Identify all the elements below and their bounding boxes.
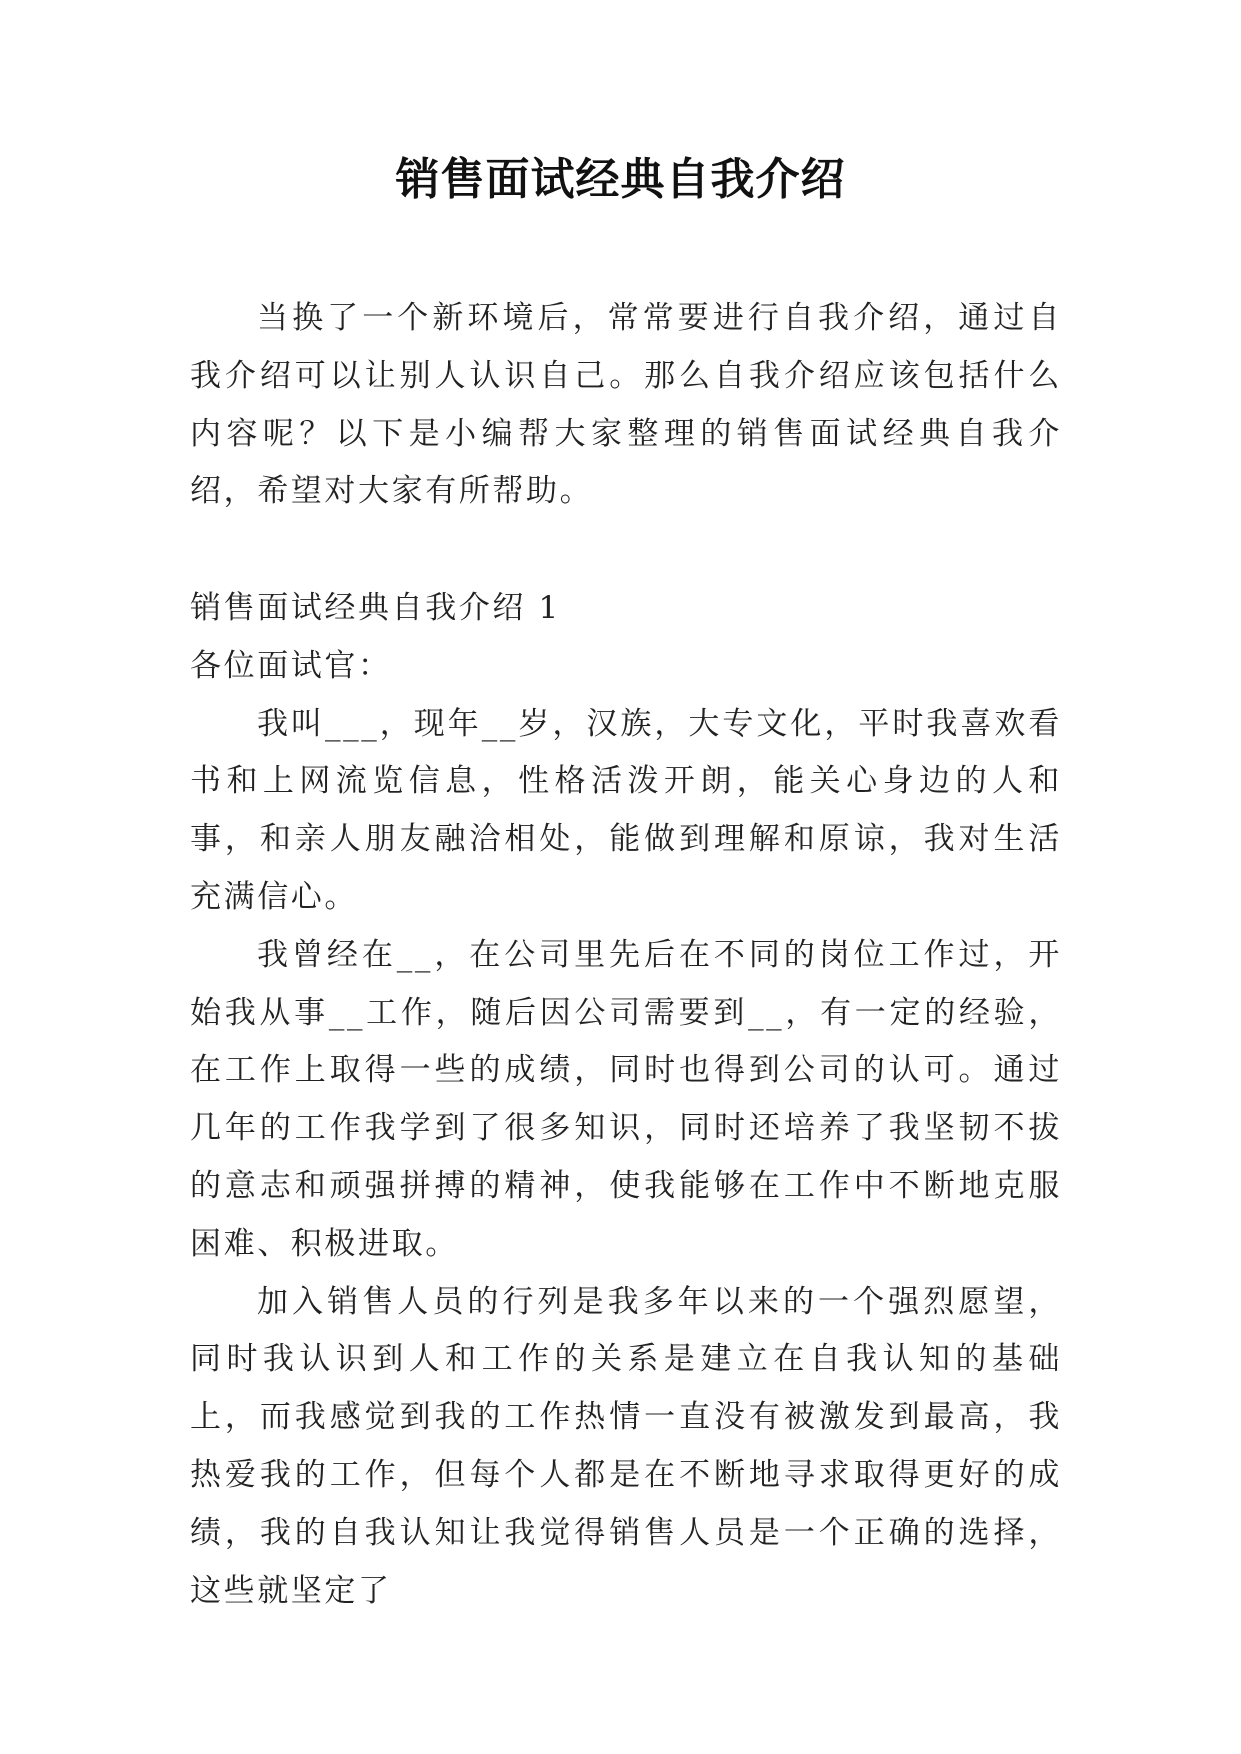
salutation: 各位面试官： [190,647,392,684]
body-paragraph-3: 加入销售人员的行列是我多年以来的一个强烈愿望，同时我认识到人和工作的关系是建立在自我认知的基础上，而我感觉到我的工作热情一直没有被激发到最高，我热爱我的工作，但每个人都是在不断地寻求取得更好的成绩，我的自我认知让我觉得销售人员是一个正确的选择，这些就坚定了 [190,1283,1062,1609]
intro-paragraph-block [190,290,1062,521]
body-paragraph-2: 我曾经在__，在公司里先后在不同的岗位工作过，开始我从事__工作，随后因公司需要到__，有一定的经验，在工作上取得一些的成绩，同时也得到公司的认可。通过几年的工作我学到了很多知识，同时还培养了我坚韧不拔的意志和顽强拼搏的精神，使我能够在工作中不断地克服困难、积极进取。 [190,936,1062,1262]
section-heading: 销售面试经典自我介绍 1 [190,590,561,626]
section-1 [190,580,1062,1620]
body-paragraph-1: 我叫___，现年__岁，汉族，大专文化，平时我喜欢看书和上网流览信息，性格活泼开朗，能关心身边的人和事，和亲人朋友融洽相处，能做到理解和原谅，我对生活充满信心。 [190,705,1062,915]
intro-paragraph: 当换了一个新环境后，常常要进行自我介绍，通过自我介绍可以让别人认识自己。那么自我介绍应该包括什么内容呢？以下是小编帮大家整理的销售面试经典自我介绍，希望对大家有所帮助。 [190,300,1062,510]
document-title: 销售面试经典自我介绍 [395,154,846,205]
